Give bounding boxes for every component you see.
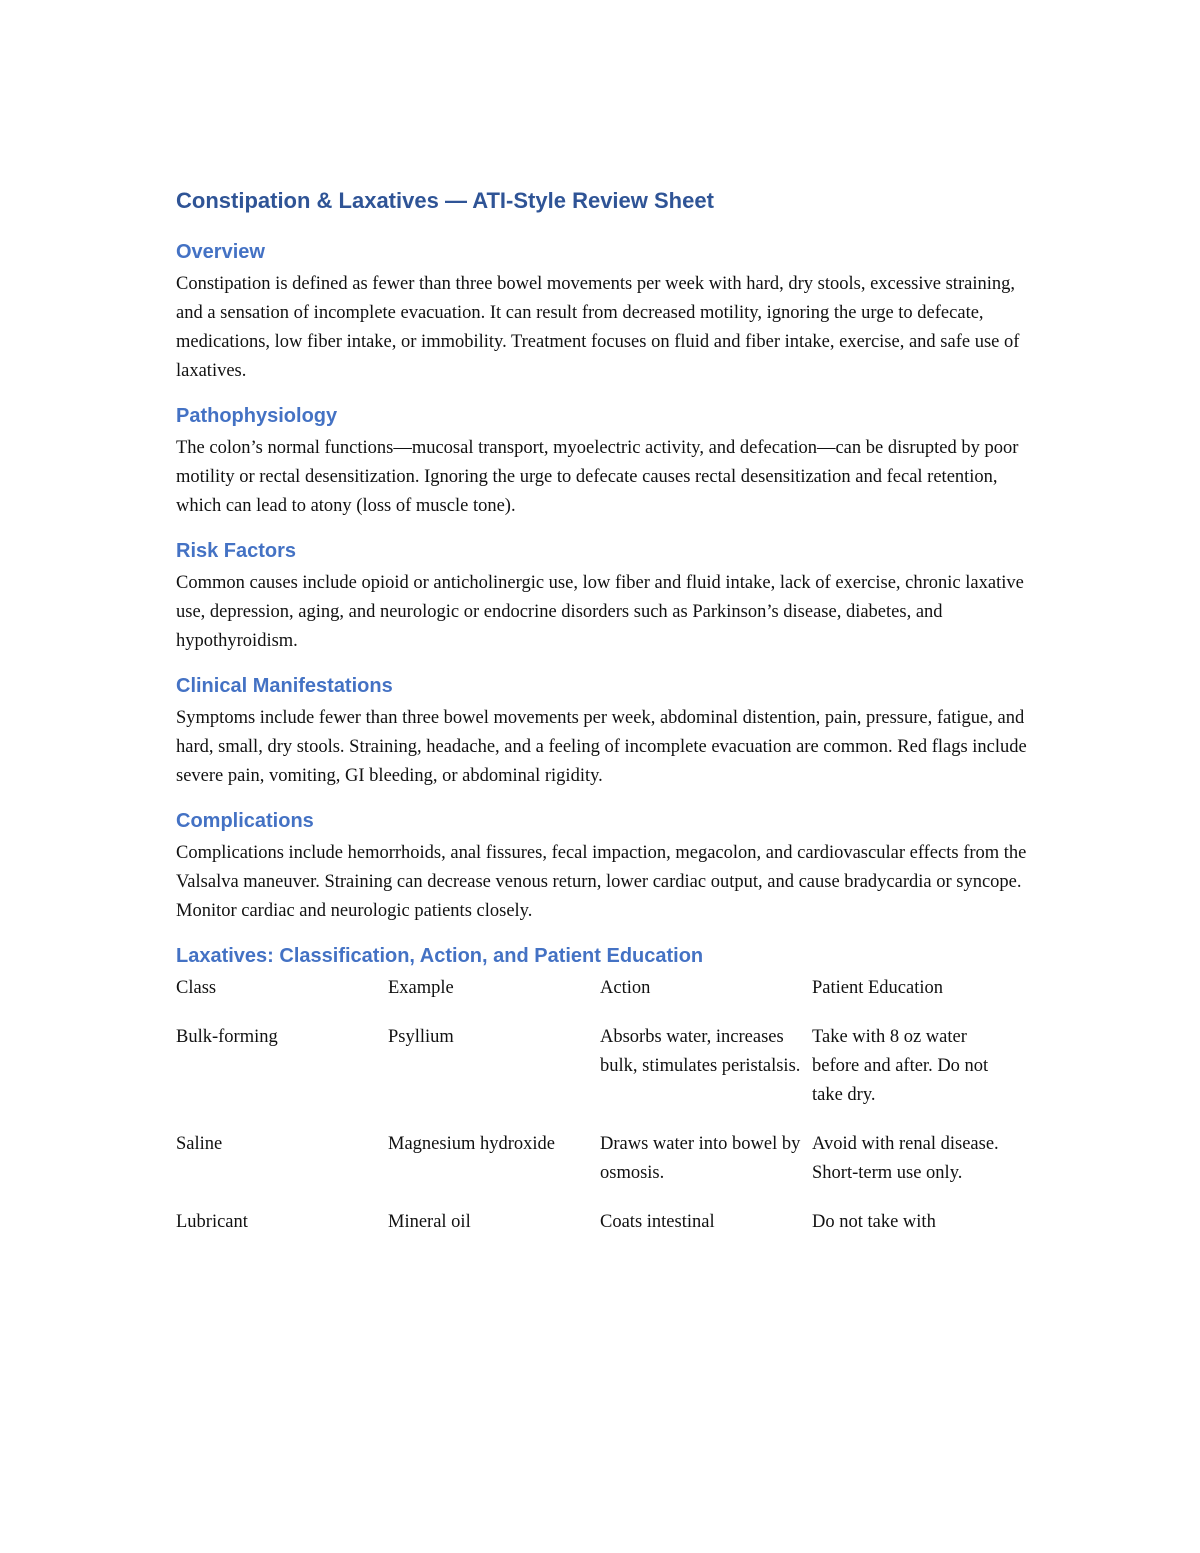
cell-example: Psyllium [388, 1027, 454, 1048]
column-header-patient-education: Patient Education [812, 978, 944, 999]
section-heading: Overview [176, 241, 265, 264]
cell-action: Draws water into bowel by osmosis. [600, 1134, 801, 1184]
table-header-row [176, 974, 1024, 1023]
column-header-action: Action [600, 978, 651, 999]
document-page [176, 188, 1036, 1257]
column-header-class: Class [176, 978, 217, 999]
section-heading: Complications [176, 810, 314, 833]
section-body: Constipation is defined as fewer than three bowel movements per week with hard, dry stools, excessive straining, and a sensation of incomplete evacuation. It can result from decreased motility, ignoring the urge to defecate, medications, low fiber intake, or immobility. Treatment focuses on fluid and fiber intake, exercise, and safe use of laxatives. [176, 274, 1020, 382]
section-complications [176, 809, 1036, 926]
column-header-example: Example [388, 978, 454, 999]
cell-action: Coats intestinal [600, 1212, 715, 1233]
section-risk-factors [176, 539, 1036, 656]
section-heading: Clinical Manifestations [176, 675, 393, 698]
table-row [176, 1208, 1024, 1257]
table-row [176, 1023, 1024, 1130]
cell-patient-education: Take with 8 oz water before and after. Do not take dry. [812, 1027, 989, 1106]
cell-patient-education: Avoid with renal disease. Short-term use only. [812, 1134, 999, 1184]
section-heading: Pathophysiology [176, 405, 338, 428]
cell-patient-education: Do not take with [812, 1212, 936, 1233]
section-heading: Risk Factors [176, 540, 297, 563]
cell-action: Absorbs water, increases bulk, stimulates peristalsis. [600, 1027, 801, 1077]
cell-example: Magnesium hydroxide [388, 1134, 555, 1155]
section-body: Common causes include opioid or anticholinergic use, low fiber and fluid intake, lack of exercise, chronic laxative use, depression, aging, and neurologic or endocrine disorders such as Parkinson’s disease, diabetes, and hypothyroidism. [176, 573, 1024, 652]
cell-example: Mineral oil [388, 1212, 471, 1233]
cell-class: Saline [176, 1134, 223, 1155]
laxatives-table [176, 974, 1024, 1257]
cell-class: Bulk-forming [176, 1027, 278, 1048]
section-body: Symptoms include fewer than three bowel movements per week, abdominal distention, pain, pressure, fatigue, and hard, small, dry stools. Straining, headache, and a feeling of incomplete evacuation are common. Red flags include severe pain, vomiting, GI bleeding, or abdominal rigidity. [176, 708, 1027, 787]
section-clinical-manifestations [176, 674, 1036, 791]
document-title: Constipation & Laxatives — ATI-Style Review Sheet [176, 188, 714, 213]
section-pathophysiology [176, 404, 1036, 521]
section-body: Complications include hemorrhoids, anal fissures, fecal impaction, megacolon, and cardiovascular effects from the Valsalva maneuver. Straining can decrease venous return, lower cardiac output, and cause bradycardia or syncope. Monitor cardiac and neurologic patients closely. [176, 843, 1027, 922]
cell-class: Lubricant [176, 1212, 248, 1233]
laxatives-table-heading: Laxatives: Classification, Action, and Patient Education [176, 945, 704, 968]
section-overview [176, 240, 1036, 386]
table-row [176, 1130, 1024, 1208]
section-body: The colon’s normal functions—mucosal transport, myoelectric activity, and defecation—can be disrupted by poor motility or rectal desensitization. Ignoring the urge to defecate causes rectal desensitization and fecal retention, which can lead to atony (loss of muscle tone). [176, 438, 1019, 517]
